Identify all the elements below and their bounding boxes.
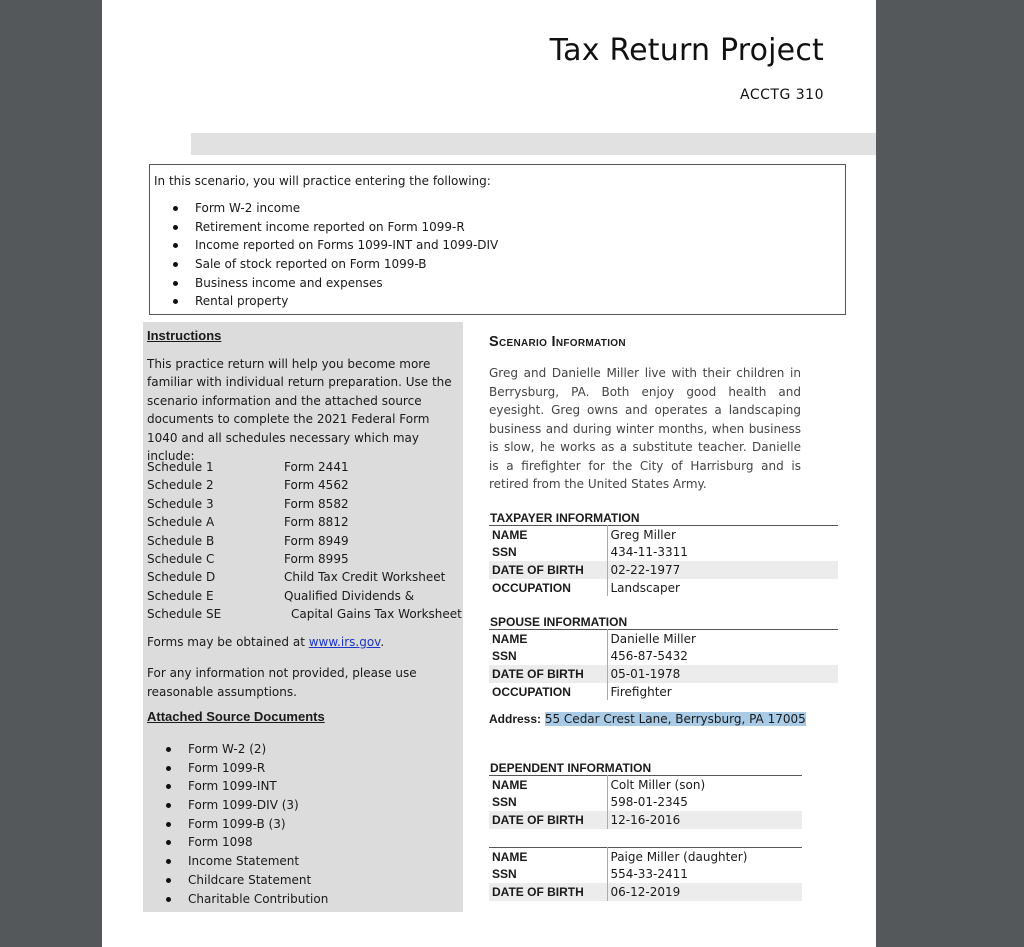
table-value: 12-16-2016 [607, 811, 802, 829]
form-item: Form 8582 [284, 496, 349, 511]
schedule-item: Schedule E [147, 588, 214, 603]
form-item: Form 8812 [284, 515, 349, 530]
dependent-info-title: DEPENDENT INFORMATION [490, 761, 652, 775]
list-item: Rental property [150, 292, 845, 311]
table-label: SSN [489, 544, 607, 562]
table-row [489, 865, 802, 883]
form-item: Form 2441 [284, 460, 349, 474]
table-label: OCCUPATION [489, 683, 607, 701]
form-item: Form 8995 [284, 551, 349, 566]
table-row [489, 561, 838, 579]
irs-link[interactable]: www.irs.gov [308, 635, 381, 649]
table-row [489, 776, 802, 794]
schedule-item: Schedule A [147, 515, 215, 530]
list-item: Income reported on Forms 1099-INT and 1099-DIV [150, 236, 845, 255]
table-value: Colt Miller (son) [607, 776, 802, 794]
table-row [489, 526, 838, 544]
table-label: DATE OF BIRTH [489, 561, 607, 579]
schedule-list [147, 458, 221, 624]
schedule-item: Schedule D [147, 570, 216, 585]
list-item: Form 1099-R [143, 759, 463, 778]
course-code: ACCTG 310 [740, 87, 824, 103]
table-value: 434-11-3311 [610, 545, 688, 560]
table-label: NAME [489, 847, 607, 865]
list-item: Charitable Contribution [143, 890, 463, 909]
table-value: Landscaper [610, 580, 680, 595]
schedule-item: Schedule 1 [147, 460, 214, 474]
table-value: 456-87-5432 [610, 649, 688, 664]
summary-intro: In this scenario, you will practice entering the following: [154, 174, 491, 188]
table-row [489, 648, 838, 666]
form-item: Child Tax Credit Worksheet [284, 570, 446, 585]
address-label: Address: [489, 712, 542, 726]
table-label: NAME [489, 526, 607, 544]
schedule-item: Schedule 3 [147, 496, 214, 511]
dependent-table-2 [489, 847, 802, 901]
form-list [284, 458, 462, 624]
table-label: DATE OF BIRTH [489, 665, 607, 683]
table-row [489, 794, 802, 812]
table-value: Paige Miller (daughter) [607, 847, 802, 865]
taxpayer-info-title: TAXPAYER INFORMATION [490, 511, 640, 525]
table-value: 02-22-1977 [607, 561, 838, 579]
table-row [489, 544, 838, 562]
table-row [489, 811, 802, 829]
list-item: Childcare Statement [143, 871, 463, 890]
table-label: NAME [489, 776, 607, 794]
table-value: 554-33-2411 [610, 867, 688, 882]
table-value: Danielle Miller [607, 630, 838, 648]
list-item: Form W-2 income [150, 199, 845, 218]
forms-source-prefix: Forms may be obtained at [147, 635, 309, 649]
table-row [489, 665, 838, 683]
table-label: NAME [489, 630, 607, 648]
spouse-info [489, 615, 838, 700]
address-line [489, 712, 806, 726]
form-item: Qualified Dividends & [284, 588, 415, 603]
list-item: Income Statement [143, 852, 463, 871]
forms-source-line [147, 635, 384, 649]
schedule-item: Schedule 2 [147, 478, 214, 493]
address-value[interactable]: 55 Cedar Crest Lane, Berrysburg, PA 17005 [544, 712, 806, 726]
schedule-item: Schedule B [147, 533, 215, 548]
practice-summary-box [149, 164, 846, 315]
document-page [102, 0, 876, 947]
spouse-table [489, 629, 838, 700]
list-item: Form 1098 [143, 833, 463, 852]
header-divider-bar [191, 133, 876, 155]
taxpayer-table [489, 525, 838, 596]
table-row [489, 579, 838, 597]
form-item: Capital Gains Tax Worksheet [291, 607, 462, 622]
table-value: 05-01-1978 [607, 665, 838, 683]
forms-source-suffix: . [380, 635, 385, 649]
form-item: Form 4562 [284, 478, 349, 493]
table-value: Firefighter [610, 684, 672, 699]
list-item: Form 1099-DIV (3) [143, 796, 463, 815]
list-item: Business income and expenses [150, 274, 845, 293]
schedule-item: Schedule SE [147, 607, 222, 622]
document-title: Tax Return Project [549, 33, 824, 68]
attached-docs-heading: Attached Source Documents [147, 709, 325, 724]
assumptions-note: For any information not provided, please use reasonable assumptions. [147, 666, 417, 699]
table-value: 598-01-2345 [610, 795, 688, 810]
table-label: DATE OF BIRTH [489, 811, 607, 829]
scenario-text: Greg and Danielle Miller live with their children in Berrysburg, PA. Both enjoy good health and eyesight. Greg owns and operates a landscaping business and during winter months, when business is slow, he works as a substitute teacher. Danielle is a firefighter for the City of Harrisburg and is retired from the United States Army. [489, 366, 801, 491]
dependent-info [489, 761, 802, 901]
table-row [489, 883, 802, 901]
table-label: OCCUPATION [489, 579, 607, 597]
table-row [489, 847, 802, 865]
dependent-table-1 [489, 775, 802, 829]
table-label: SSN [489, 794, 607, 812]
instructions-panel [143, 322, 463, 912]
table-label: DATE OF BIRTH [489, 883, 607, 901]
summary-list [150, 199, 845, 311]
table-label: SSN [489, 648, 607, 666]
schedule-item: Schedule C [147, 551, 215, 566]
instructions-text: This practice return will help you become more familiar with individual return preparation. Use the scenario information and the attached source documents to complete the 2021 Federal Form 1040 and all schedules necessary which may include: [147, 357, 452, 464]
table-row [489, 630, 838, 648]
form-item: Form 8949 [284, 533, 349, 548]
table-label: SSN [489, 865, 607, 883]
list-item: Form 1099-INT [143, 777, 463, 796]
list-item: Form W-2 (2) [143, 740, 463, 759]
list-item: Form 1099-B (3) [143, 815, 463, 834]
instructions-heading: Instructions [147, 328, 222, 343]
list-item: Sale of stock reported on Form 1099-B [150, 255, 845, 274]
taxpayer-info [489, 511, 838, 596]
table-value: 06-12-2019 [607, 883, 802, 901]
list-item: Retirement income reported on Form 1099-R [150, 218, 845, 237]
spouse-info-title: SPOUSE INFORMATION [490, 615, 628, 629]
table-value: Greg Miller [607, 526, 838, 544]
attached-docs-list [143, 740, 463, 908]
scenario-heading: Scenario Information [489, 334, 626, 350]
table-row [489, 683, 838, 701]
